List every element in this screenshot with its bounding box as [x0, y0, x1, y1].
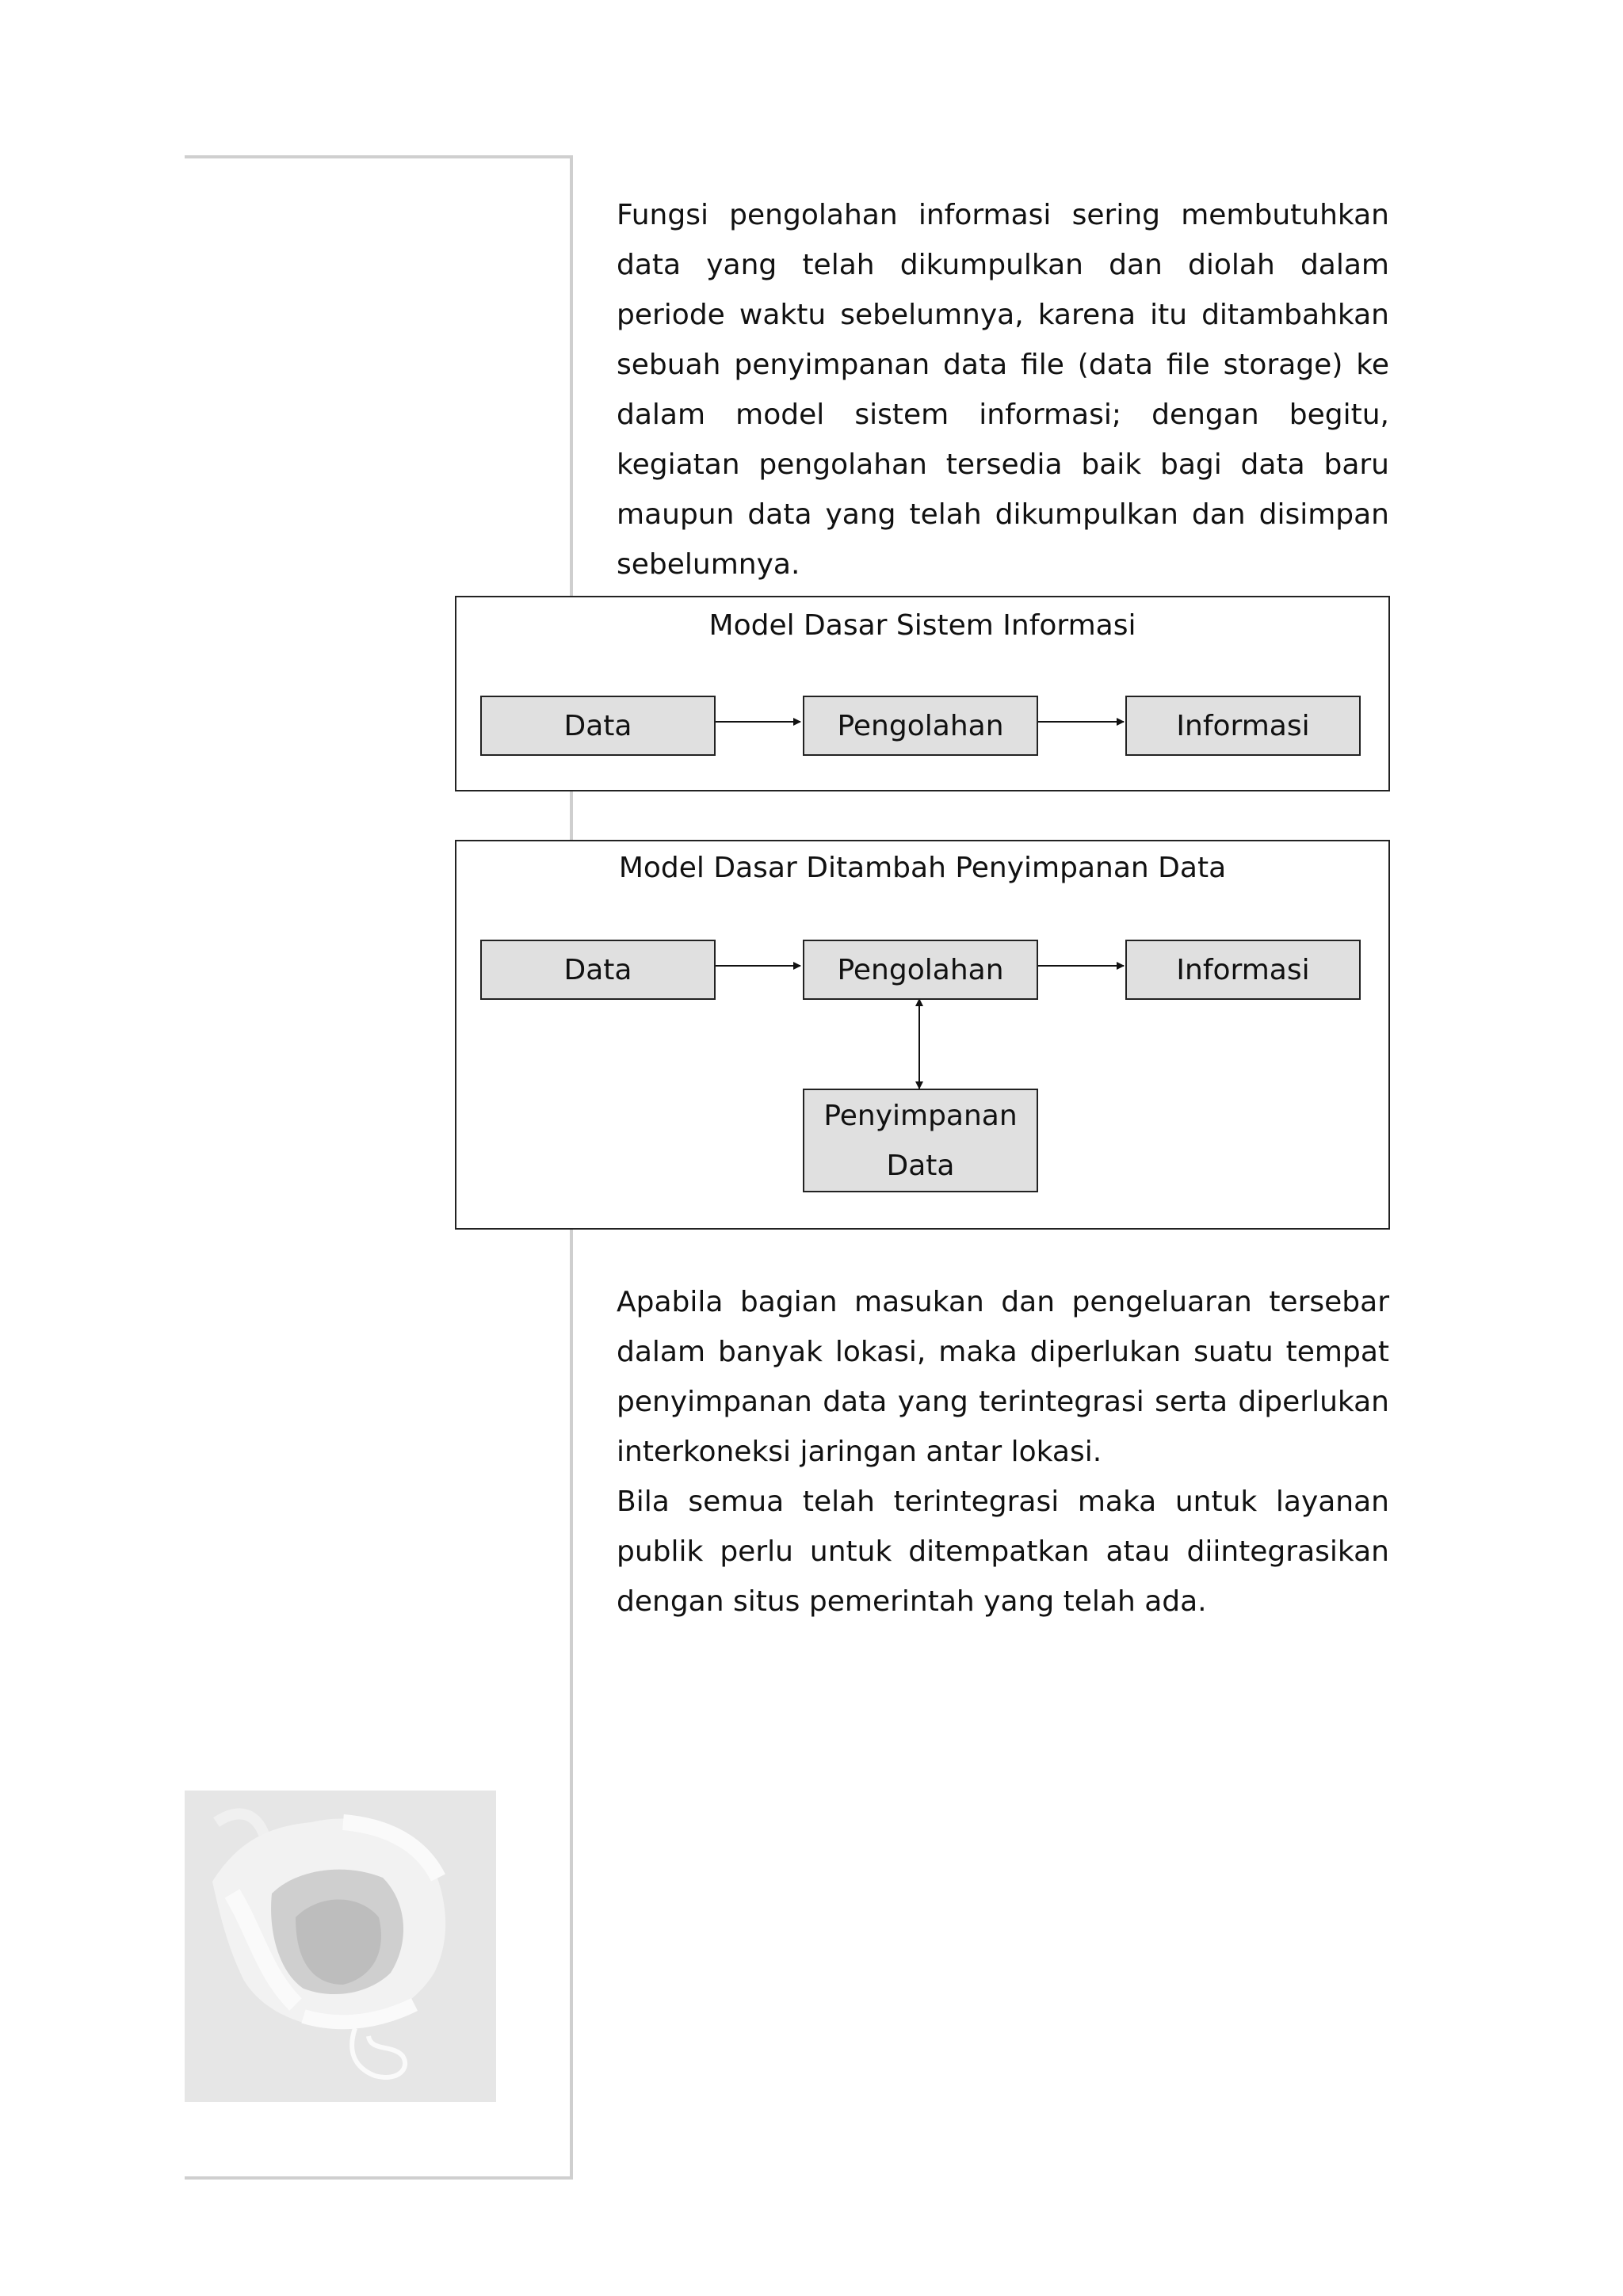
paragraph-intro: Fungsi pengolahan informasi sering membutuhkan data yang telah dikumpulkan dan diolah dalam periode waktu sebelumnya, karena itu ditambahkan sebuah penyimpanan data file (data file storage) ke dalam model sistem informasi; dengan begitu, kegiatan pengolahan tersedia baik bagi data baru maupun data yang telah dikumpulkan dan disimpan sebelumnya.	[617, 199, 1389, 581]
crumpled-plastic-bag-icon	[185, 1791, 496, 2102]
node-process: Pengolahan	[803, 696, 1038, 756]
node-process: Pengolahan	[803, 940, 1038, 1000]
paragraph-integration: Apabila bagian masukan dan pengeluaran tersebar dalam banyak lokasi, maka diperlukan suatu tempat penyimpanan data yang terintegrasi serta diperlukan interkoneksi jaringan antar lokasi.	[617, 1286, 1389, 1468]
diagram-basic-model	[455, 596, 1390, 791]
page-frame-top-line	[185, 155, 573, 158]
decorative-photo	[185, 1791, 496, 2102]
diagram-model-with-storage	[455, 840, 1390, 1230]
node-data: Data	[480, 940, 716, 1000]
node-information: Informasi	[1125, 940, 1361, 1000]
page-frame-bottom-line	[185, 2176, 573, 2180]
node-data: Data	[480, 696, 716, 756]
node-information: Informasi	[1125, 696, 1361, 756]
diagram-title: Model Dasar Sistem Informasi	[708, 609, 1136, 642]
node-data-storage: Penyimpanan Data	[803, 1089, 1038, 1192]
diagram-title: Model Dasar Ditambah Penyimpanan Data	[618, 852, 1227, 884]
paragraph-public-service: Bila semua telah terintegrasi maka untuk layanan publik perlu untuk ditempatkan atau diintegrasikan dengan situs pemerintah yang telah ada.	[617, 1486, 1389, 1618]
